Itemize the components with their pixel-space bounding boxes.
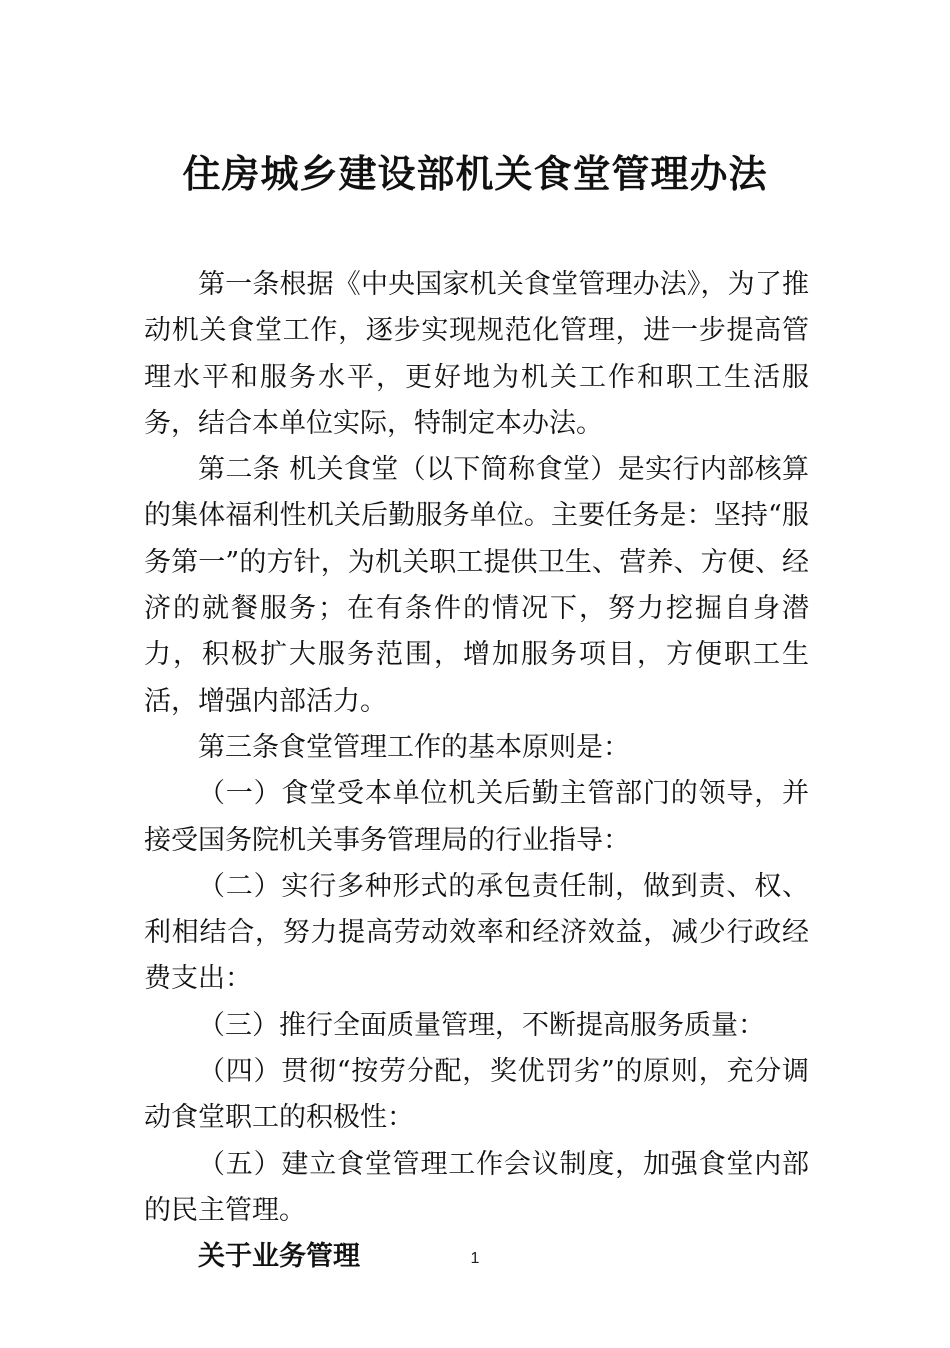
- section-heading: 关于业务管理: [198, 1241, 360, 1273]
- paragraph-article-3: 第三条食堂管理工作的基本原则是：: [198, 731, 630, 763]
- page-number: 1: [470, 1250, 480, 1267]
- paragraph-principle-3: （三）推行全面质量管理，不断提高服务质量：: [198, 1009, 765, 1041]
- document-body: [144, 262, 809, 1281]
- paragraph-article-1: 第一条根据《中央国家机关食堂管理办法》，为了推动机关食堂工作，逐步实现规范化管理，进一步提高管理水平和服务水平，更好地为机关工作和职工生活服务，结合本单位实际，特制定本办法。: [144, 269, 809, 439]
- paragraph-principle-2: （二）实行多种形式的承包责任制，做到责、权、利相结合，努力提高劳动效率和经济效益，减少行政经费支出：: [144, 870, 809, 995]
- paragraph-article-2: 第二条 机关食堂（以下简称食堂）是实行内部核算的集体福利性机关后勤服务单位。主要任务是：坚持“服务第一”的方针，为机关职工提供卫生、营养、方便、经济的就餐服务；在有条件的情况下，努力挖掘自身潜力，积极扩大服务范围，增加服务项目，方便职工生活，增强内部活力。: [144, 454, 809, 717]
- paragraph-principle-5: （五）建立食堂管理工作会议制度，加强食堂内部的民主管理。: [144, 1148, 809, 1226]
- document-title: 住房城乡建设部机关食堂管理办法: [182, 151, 768, 196]
- paragraph-principle-4: （四）贯彻“按劳分配，奖优罚劣”的原则，充分调动食堂职工的积极性：: [144, 1056, 809, 1134]
- paragraph-principle-1: （一）食堂受本单位机关后勤主管部门的领导，并接受国务院机关事务管理局的行业指导：: [144, 778, 809, 856]
